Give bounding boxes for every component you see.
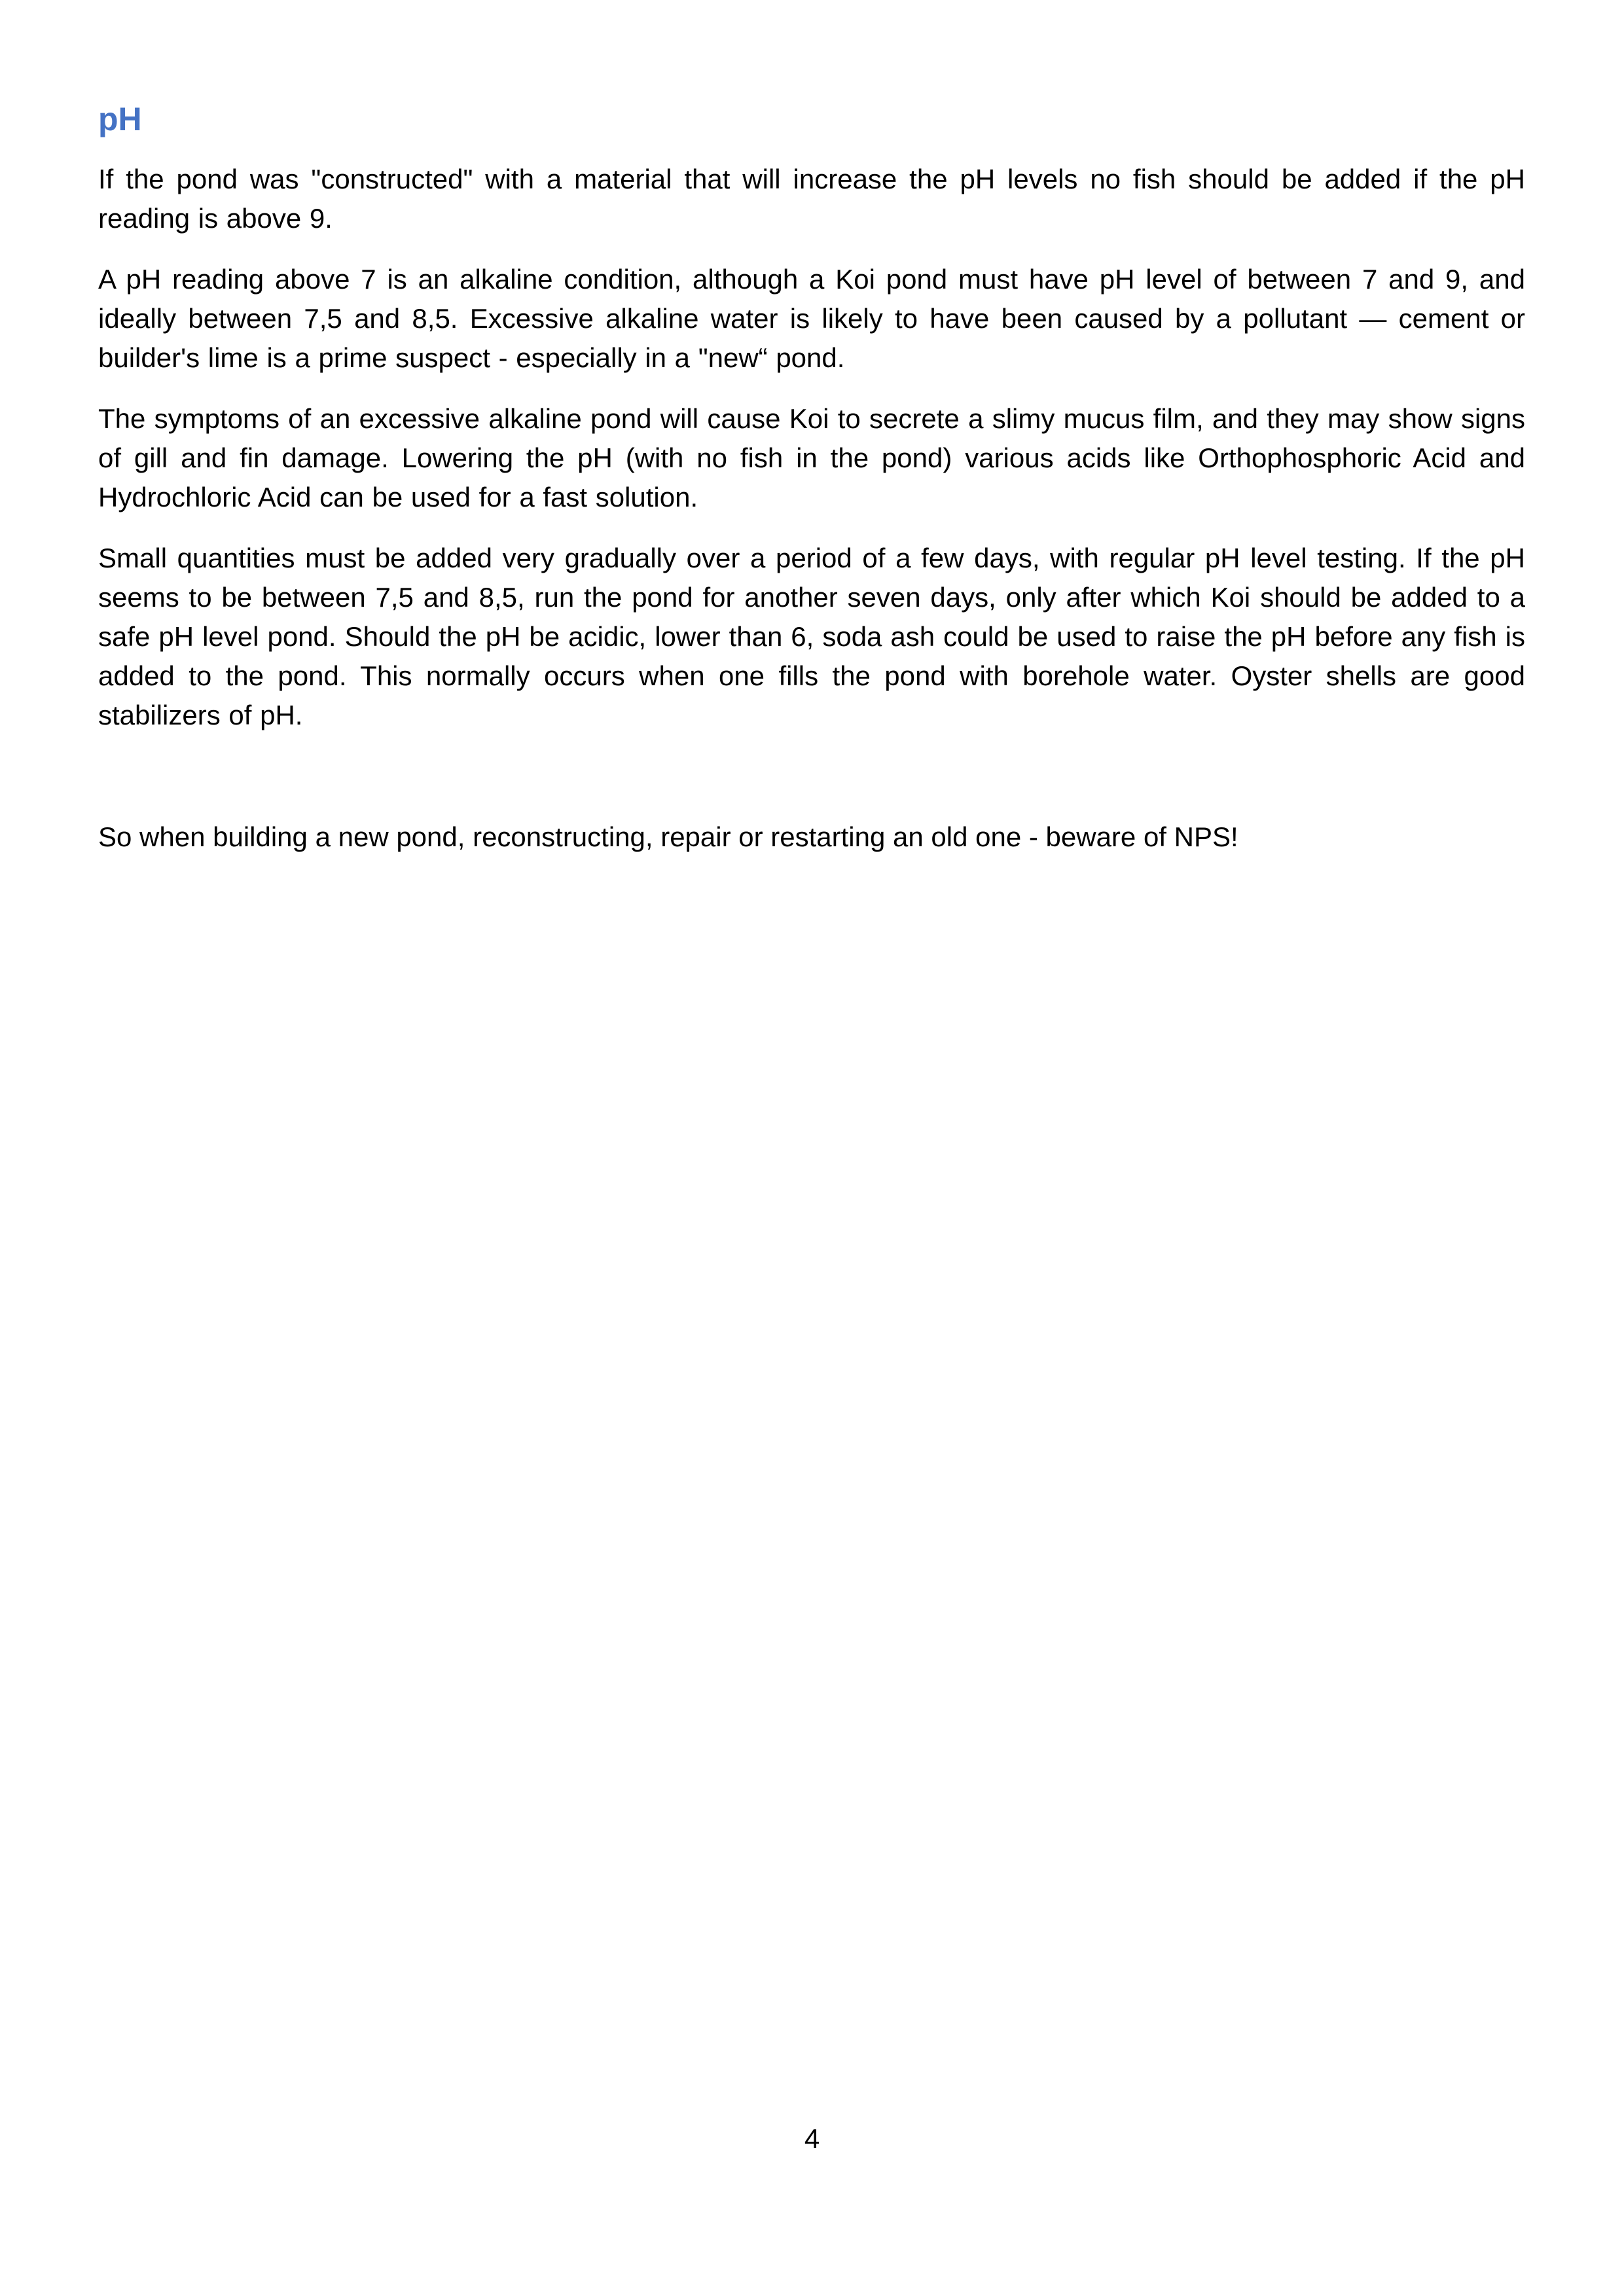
page-number: 4 [804,2123,820,2154]
paragraph-closing-warning: So when building a new pond, reconstructing, repair or restarting an old one - beware of NPS! [98,821,1238,852]
paragraph-constructed-material: If the pond was "constructed" with a material that will increase the pH levels no fish should be added if the pH reading is above 9. [98,164,1525,234]
section-heading: pH [98,101,142,137]
page-content [98,98,1525,857]
paragraph-symptoms: The symptoms of an excessive alkaline pond will cause Koi to secrete a slimy mucus film, and they may show signs of gill and fin damage. Lowering the pH (with no fish in the pond) various acids like Orthophosphoric Acid and Hydrochloric Acid can be used for a fast solution. [98,403,1525,512]
paragraph-alkaline-condition: A pH reading above 7 is an alkaline condition, although a Koi pond must have pH level of between 7 and 9, and ideally between 7,5 and 8,5. Excessive alkaline water is likely to have been caused by a pollutant — cement or builder's lime is a prime suspect - especially in a "new“ pond. [98,264,1525,373]
paragraph-small-quantities: Small quantities must be added very gradually over a period of a few days, with regular pH level testing. If the pH seems to be between 7,5 and 8,5, run the pond for another seven days, only after which Koi should be added to a safe pH level pond. Should the pH be acidic, lower than 6, soda ash could be used to raise the pH before any fish is added to the pond. This normally occurs when one fills the pond with borehole water. Oyster shells are good stabilizers of pH. [98,543,1525,730]
empty-paragraph [98,757,1525,817]
